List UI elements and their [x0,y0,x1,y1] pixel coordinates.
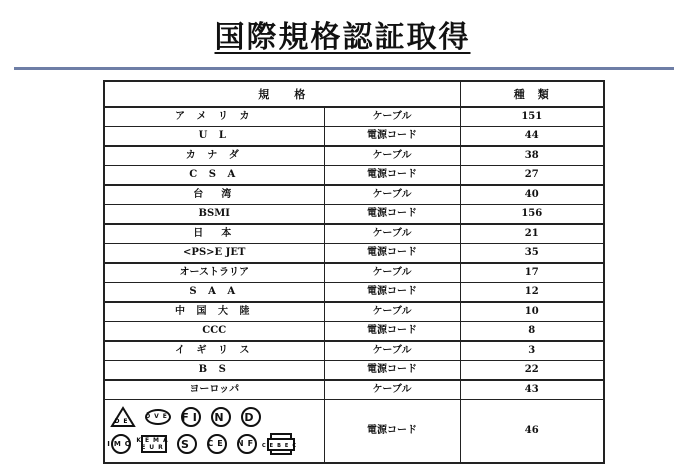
table-row [104,166,604,186]
standard-name: B S [104,361,324,381]
type-count: 156 [460,205,604,225]
type-count: 27 [460,166,604,186]
product-type: ケーブル [324,341,460,361]
region-name: 日 本 [104,224,324,244]
product-type: ケーブル [324,380,460,400]
product-type: 電源コード [324,244,460,264]
nemko-mark-icon: N [211,407,231,427]
kema-mark-icon: KEMA EUR [136,437,172,451]
fimko-mark-icon: FI [181,407,201,427]
product-type: 電源コード [324,322,460,342]
type-count: 43 [460,380,604,400]
type-count: 17 [460,263,604,283]
product-type: ケーブル [324,107,460,127]
region-name: 中 国 大 陸 [104,302,324,322]
table-row [104,380,604,400]
type-count: 46 [460,400,604,464]
table-row [104,107,604,127]
table-row [104,341,604,361]
semko-mark-icon: S [177,434,197,454]
product-type: ケーブル [324,185,460,205]
product-type: 電源コード [324,361,460,381]
type-count: 3 [460,341,604,361]
svg-text:CEBEC: CEBEC [262,443,300,449]
europe-certification-marks [104,400,324,464]
type-count: 44 [460,127,604,147]
region-name: カ ナ ダ [104,146,324,166]
table-header-row [104,81,604,107]
table-row [104,127,604,147]
imq-mark-icon: IMQ [111,434,131,454]
product-type: 電源コード [324,166,460,186]
table-row [104,244,604,264]
cebec-box-mark-icon [262,433,300,455]
title-divider [14,67,674,70]
table-row [104,146,604,166]
standard-name: BSMI [104,205,324,225]
type-count: 12 [460,283,604,303]
type-count: 151 [460,107,604,127]
table-row [104,361,604,381]
table-row [104,185,604,205]
marks-row-1 [111,407,324,427]
table-row [104,400,604,464]
page-title: 国際規格認証取得 [214,20,471,55]
region-name: 台 湾 [104,185,324,205]
product-type: 電源コード [324,205,460,225]
region-name: ヨーロッパ [104,380,324,400]
table-row [104,322,604,342]
product-type: 電源コード [324,127,460,147]
type-count: 8 [460,322,604,342]
certification-table [103,80,605,464]
type-count: 40 [460,185,604,205]
product-type: ケーブル [324,263,460,283]
table-row [104,263,604,283]
demko-mark-icon: D [241,407,261,427]
standard-name: C S A [104,166,324,186]
marks-row-2 [107,433,324,455]
region-name: イ ギ リ ス [104,341,324,361]
svg-text:DE: DE [114,418,132,425]
cebec-circle-mark-icon: CE [207,434,227,454]
header-regulation: 規 格 [104,81,460,107]
type-count: 35 [460,244,604,264]
header-kind: 種 類 [460,81,604,107]
standard-name: S A A [104,283,324,303]
product-type: ケーブル [324,302,460,322]
type-count: 22 [460,361,604,381]
region-name: ア メ リ カ [104,107,324,127]
product-type: ケーブル [324,146,460,166]
table-row [104,205,604,225]
ove-mark-icon: ÖVE [145,409,171,425]
vde-mark-icon [111,407,135,427]
type-count: 21 [460,224,604,244]
standard-name: U L [104,127,324,147]
product-type: ケーブル [324,224,460,244]
table-row [104,224,604,244]
type-count: 38 [460,146,604,166]
standard-name: <PS>E JET [104,244,324,264]
product-type: 電源コード [324,283,460,303]
type-count: 10 [460,302,604,322]
table-row [104,302,604,322]
region-name: オーストラリア [104,263,324,283]
nf-mark-icon: NF [237,434,257,454]
table-row [104,283,604,303]
standard-name: CCC [104,322,324,342]
product-type: 電源コード [324,400,460,464]
